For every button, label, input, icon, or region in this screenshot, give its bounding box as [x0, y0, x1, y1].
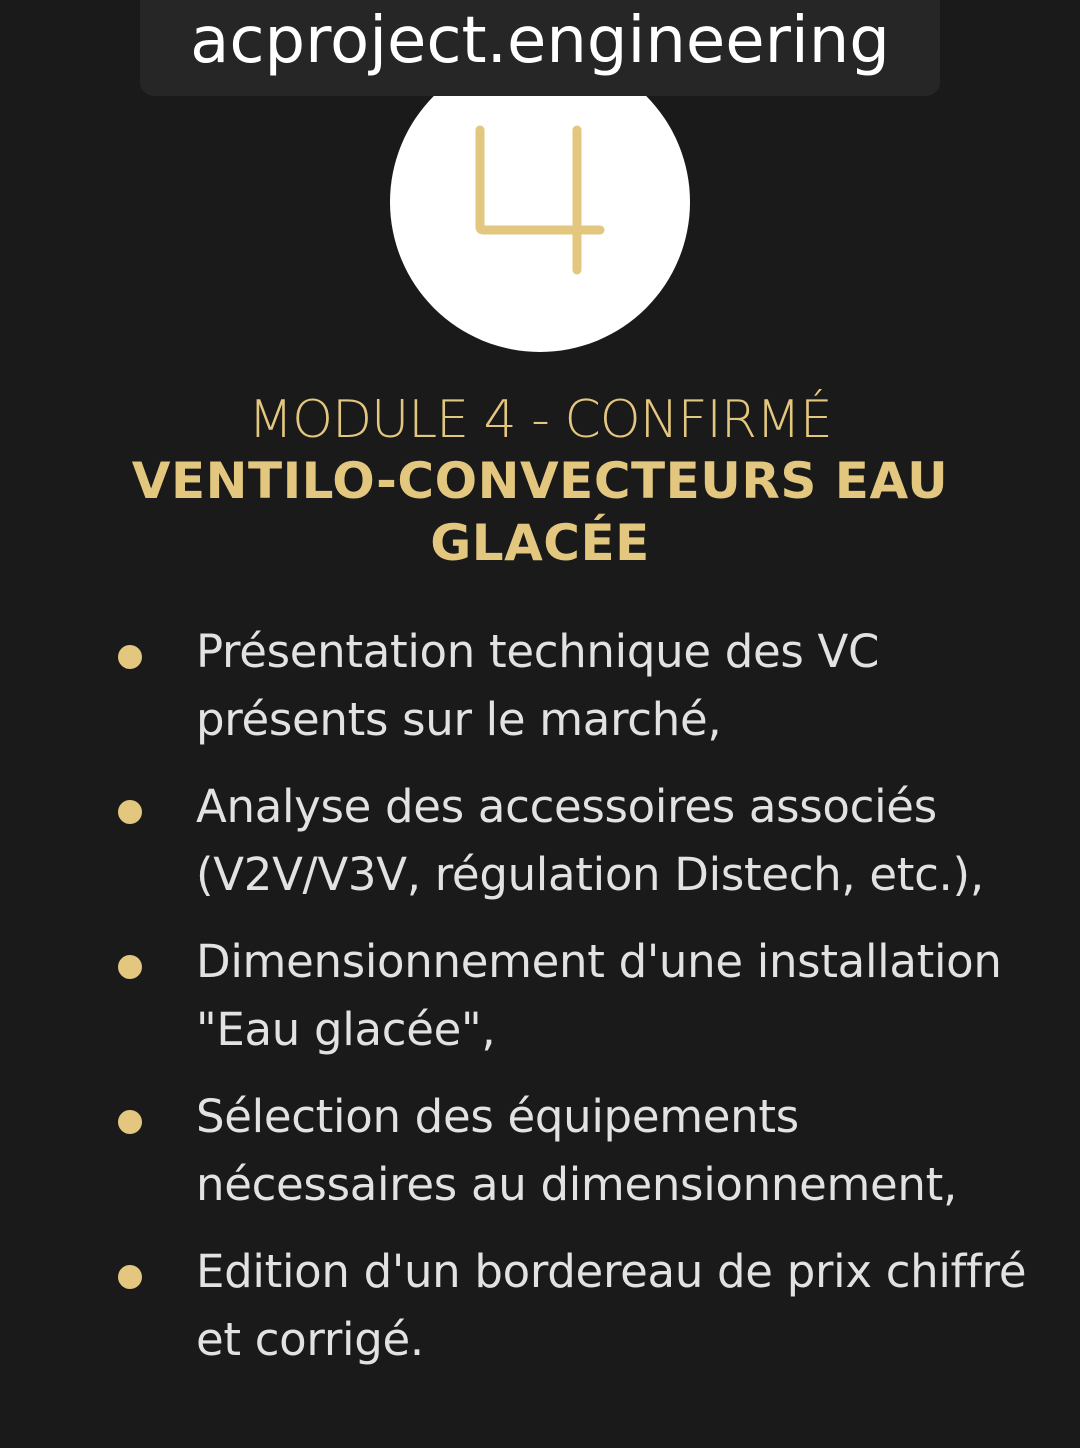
- module-title: VENTILO-CONVECTEURS EAU GLACÉE: [131, 452, 949, 572]
- module-number-badge: [390, 52, 690, 352]
- bullet-text: Dimensionnement d'une installation "Eau glacée",: [196, 935, 1002, 1056]
- module-label: MODULE 4 - CONFIRMÉ: [248, 390, 832, 450]
- bullet-text: Analyse des accessoires associés (V2V/V3V, régulation Distech, etc.),: [196, 780, 984, 901]
- number-four-icon: [390, 52, 690, 352]
- bullet-dot-icon: [118, 1110, 142, 1134]
- bullet-dot-icon: [118, 800, 142, 824]
- bullet-text: Sélection des équipements nécessaires au dimensionnement,: [196, 1090, 957, 1211]
- bullet-dot-icon: [118, 645, 142, 669]
- bullet-text: Présentation technique des VC présents sur le marché,: [196, 625, 880, 746]
- bullet-text: Edition d'un bordereau de prix chiffré et corrigé.: [196, 1245, 1027, 1366]
- url-banner: [140, 0, 940, 96]
- bullet-dot-icon: [118, 1265, 142, 1289]
- url-text: acproject.engineering: [190, 4, 890, 78]
- bullet-dot-icon: [118, 955, 142, 979]
